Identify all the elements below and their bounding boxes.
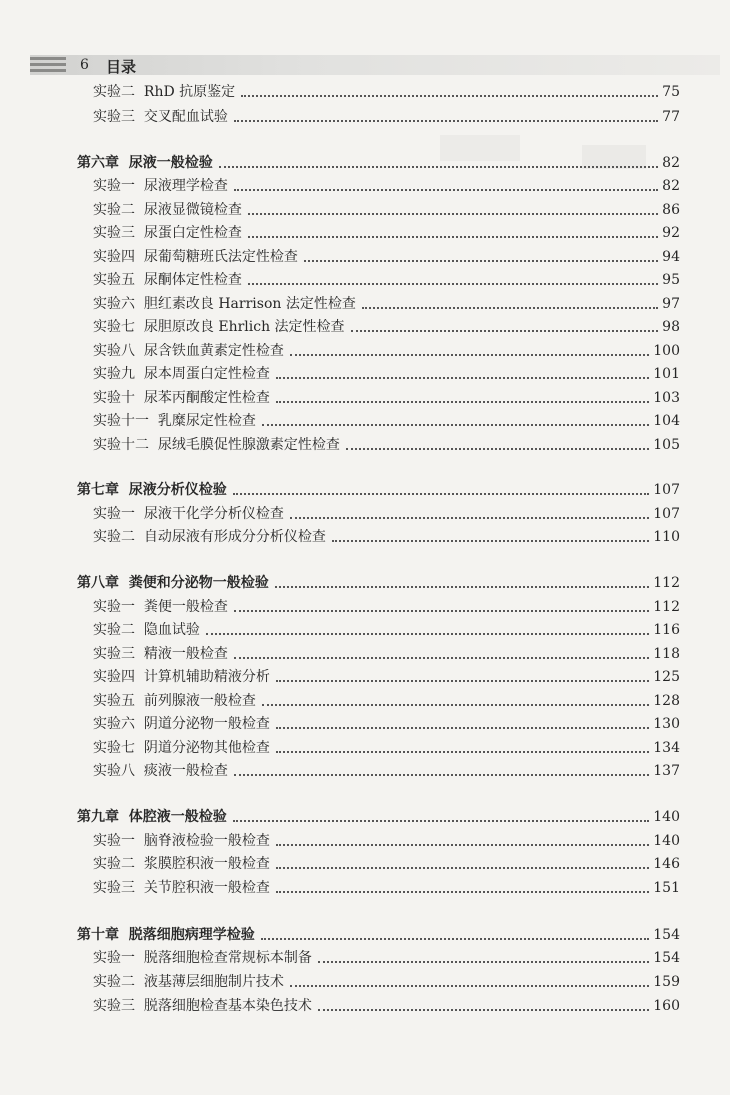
toc-entry-row (0, 596, 730, 618)
toc-entry-row (0, 947, 730, 969)
leader-dots (248, 213, 658, 215)
leader-dots (276, 867, 649, 869)
toc-entry-row (0, 877, 730, 899)
page-ref: 140 (653, 809, 680, 825)
chapter-title: 第八章 粪便和分泌物一般检验 (77, 575, 269, 591)
leader-dots (233, 820, 649, 822)
toc-entry-row (0, 643, 730, 665)
leader-dots (290, 985, 649, 987)
entry-title: 实验一 尿液理学检查 (93, 178, 228, 194)
page-ref: 100 (653, 343, 680, 359)
entry-title: 实验二 浆膜腔积液一般检查 (93, 856, 270, 872)
chapter-title: 第十章 脱落细胞病理学检验 (77, 927, 255, 943)
leader-dots (276, 727, 649, 729)
toc-chapter-row (0, 152, 730, 174)
leader-dots (318, 961, 649, 963)
running-header-title: 目录 (106, 58, 137, 76)
entry-title: 实验四 尿葡萄糖班氏法定性检查 (93, 249, 298, 265)
leader-dots (234, 774, 649, 776)
toc-chapter-row (0, 806, 730, 828)
toc-entry-row (0, 81, 730, 103)
chapter-title: 第九章 体腔液一般检验 (77, 809, 227, 825)
page-ref: 107 (653, 482, 680, 498)
toc-entry-row (0, 713, 730, 735)
page-ref: 125 (653, 669, 680, 685)
page-ref: 154 (653, 950, 680, 966)
entry-title: 实验六 胆红素改良 Harrison 法定性检查 (93, 296, 356, 312)
page-ref: 97 (662, 296, 680, 312)
entry-title: 实验一 粪便一般检查 (93, 599, 228, 615)
toc-entry-row (0, 853, 730, 875)
page-ref: 98 (662, 319, 680, 335)
leader-dots (276, 751, 649, 753)
toc-entry-row (0, 503, 730, 525)
toc-entry-row (0, 619, 730, 641)
toc-entry-row (0, 526, 730, 548)
leader-dots (234, 610, 649, 612)
toc-entry-row (0, 340, 730, 362)
page-ref: 137 (653, 763, 680, 779)
entry-title: 实验一 脑脊液检验一般检查 (93, 833, 270, 849)
leader-dots (234, 120, 658, 122)
leader-dots (275, 586, 649, 588)
entry-title: 实验二 液基薄层细胞制片技术 (93, 974, 284, 990)
page-ref: 103 (653, 390, 680, 406)
leader-dots (241, 95, 658, 97)
leader-dots (276, 377, 649, 379)
entry-title: 实验九 尿本周蛋白定性检查 (93, 366, 270, 382)
page-ref: 110 (653, 529, 680, 545)
toc-entry-row (0, 410, 730, 432)
page-ref: 112 (653, 575, 680, 591)
leader-dots (262, 704, 649, 706)
entry-title: 实验三 精液一般检查 (93, 646, 228, 662)
entry-title: 实验八 痰液一般检查 (93, 763, 228, 779)
leader-dots (362, 307, 658, 309)
page-ref: 101 (653, 366, 680, 382)
page-ref: 92 (662, 225, 680, 241)
entry-title: 实验三 交叉配血试验 (93, 109, 228, 125)
entry-title: 实验五 前列腺液一般检查 (93, 693, 256, 709)
leader-dots (248, 236, 658, 238)
toc-entry-row (0, 269, 730, 291)
entry-title: 实验十 尿苯丙酮酸定性检查 (93, 390, 270, 406)
entry-title: 实验一 脱落细胞检查常规标本制备 (93, 950, 312, 966)
page-ref: 134 (653, 740, 680, 756)
page-ref: 146 (653, 856, 680, 872)
leader-dots (276, 844, 649, 846)
page-ref: 116 (653, 622, 680, 638)
leader-dots (234, 189, 658, 191)
page-ref: 86 (662, 202, 680, 218)
page-ref: 151 (653, 880, 680, 896)
page-number: 6 (80, 57, 89, 73)
leader-dots (219, 166, 658, 168)
toc-entry-row (0, 175, 730, 197)
leader-dots (261, 938, 649, 940)
leader-dots (276, 891, 649, 893)
entry-title: 实验一 尿液干化学分析仪检查 (93, 506, 284, 522)
leader-dots (290, 517, 649, 519)
toc-entry-row (0, 760, 730, 782)
leader-dots (351, 330, 658, 332)
leader-dots (290, 354, 649, 356)
leader-dots (262, 424, 649, 426)
page-ref: 130 (653, 716, 680, 732)
entry-title: 实验七 阴道分泌物其他检查 (93, 740, 270, 756)
leader-dots (233, 493, 649, 495)
toc-entry-row (0, 737, 730, 759)
entry-title: 实验三 脱落细胞检查基本染色技术 (93, 998, 312, 1014)
leader-dots (248, 283, 658, 285)
page-ref: 82 (662, 155, 680, 171)
chapter-title: 第六章 尿液一般检验 (77, 155, 213, 171)
page-ref: 128 (653, 693, 680, 709)
leader-dots (234, 657, 649, 659)
entry-title: 实验十一 乳糜尿定性检查 (93, 413, 256, 429)
page-ref: 82 (662, 178, 680, 194)
entry-title: 实验十二 尿绒毛膜促性腺激素定性检查 (93, 437, 340, 453)
leader-dots (276, 401, 649, 403)
entry-title: 实验八 尿含铁血黄素定性检查 (93, 343, 284, 359)
page-ref: 107 (653, 506, 680, 522)
page-ref: 105 (653, 437, 680, 453)
toc-entry-row (0, 222, 730, 244)
entry-title: 实验二 自动尿液有形成分分析仪检查 (93, 529, 326, 545)
toc-entry-row (0, 995, 730, 1017)
leader-dots (276, 680, 649, 682)
header-stripes-decoration (30, 55, 66, 75)
entry-title: 实验六 阴道分泌物一般检查 (93, 716, 270, 732)
entry-title: 实验二 尿液显微镜检查 (93, 202, 242, 218)
toc-entry-row (0, 246, 730, 268)
page-ref: 104 (653, 413, 680, 429)
page-ref: 77 (662, 109, 680, 125)
entry-title: 实验三 尿蛋白定性检查 (93, 225, 242, 241)
page-ref: 118 (653, 646, 680, 662)
entry-title: 实验二 RhD 抗原鉴定 (93, 84, 236, 100)
leader-dots (206, 633, 649, 635)
toc-entry-row (0, 316, 730, 338)
entry-title: 实验五 尿酮体定性检查 (93, 272, 242, 288)
toc-entry-row (0, 199, 730, 221)
entry-title: 实验四 计算机辅助精液分析 (93, 669, 270, 685)
entry-title: 实验七 尿胆原改良 Ehrlich 法定性检查 (93, 319, 345, 335)
page-ref: 94 (662, 249, 680, 265)
toc-entry-row (0, 387, 730, 409)
page-ref: 95 (662, 272, 680, 288)
page-ref: 75 (662, 84, 680, 100)
toc-entry-row (0, 363, 730, 385)
entry-title: 实验三 关节腔积液一般检查 (93, 880, 270, 896)
toc-entry-row (0, 434, 730, 456)
toc-entry-row (0, 666, 730, 688)
leader-dots (332, 540, 649, 542)
page-ref: 160 (653, 998, 680, 1014)
entry-title: 实验二 隐血试验 (93, 622, 200, 638)
toc-chapter-row (0, 572, 730, 594)
toc-entry-row (0, 293, 730, 315)
toc-entry-row (0, 106, 730, 128)
toc-entry-row (0, 690, 730, 712)
page-ref: 154 (653, 927, 680, 943)
toc-chapter-row (0, 479, 730, 501)
leader-dots (346, 448, 649, 450)
toc-entry-row (0, 830, 730, 852)
chapter-title: 第七章 尿液分析仪检验 (77, 482, 227, 498)
toc-entry-row (0, 971, 730, 993)
page-ref: 159 (653, 974, 680, 990)
page-ref: 112 (653, 599, 680, 615)
leader-dots (304, 260, 658, 262)
leader-dots (318, 1009, 649, 1011)
page-ref: 140 (653, 833, 680, 849)
toc-chapter-row (0, 924, 730, 946)
